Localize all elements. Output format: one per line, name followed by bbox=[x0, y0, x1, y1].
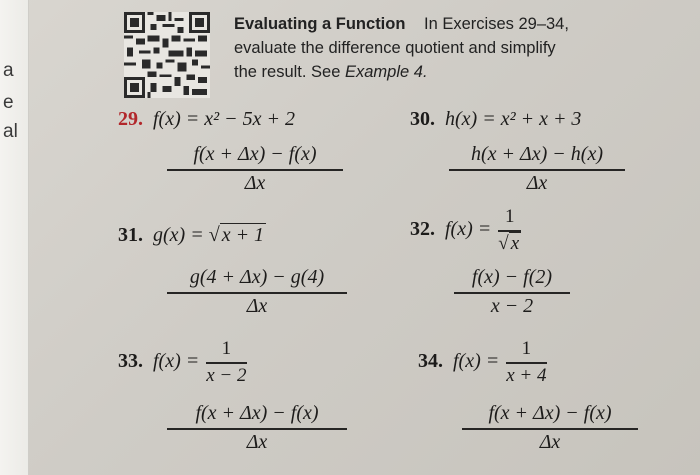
difference-quotient bbox=[167, 266, 347, 318]
quotient-denominator: Δx bbox=[539, 430, 561, 453]
problem-number: 34. bbox=[418, 349, 443, 372]
quotient-numerator: f(x) − f(2) bbox=[471, 266, 553, 288]
example-reference: Example 4. bbox=[344, 63, 428, 81]
margin-char: a bbox=[3, 60, 14, 81]
left-page-margin bbox=[0, 0, 29, 475]
quotient-numerator: f(x + Δx) − f(x) bbox=[488, 402, 612, 424]
quotient-denominator: Δx bbox=[526, 171, 548, 194]
quotient-denominator: Δx bbox=[244, 171, 266, 194]
function-lhs: f(x) = bbox=[153, 349, 205, 372]
function-lhs: f(x) = bbox=[453, 349, 505, 372]
quotient-numerator: f(x + Δx) − f(x) bbox=[195, 402, 319, 424]
function-definition: f(x) = x² − 5x + 2 bbox=[153, 108, 295, 130]
header-line3: the result. See bbox=[234, 63, 345, 81]
difference-quotient bbox=[462, 402, 638, 454]
quotient-denominator: x − 2 bbox=[490, 294, 534, 317]
fraction-denominator: x − 2 bbox=[206, 364, 247, 386]
fraction-numerator: 1 bbox=[521, 338, 532, 359]
function-lhs: f(x) = bbox=[445, 217, 497, 240]
quotient-denominator: Δx bbox=[246, 430, 268, 453]
radicand: x bbox=[510, 232, 520, 254]
problem-number: 32. bbox=[410, 217, 435, 240]
square-root: √ x + 1 bbox=[208, 224, 265, 246]
problem-number: 29. bbox=[118, 108, 143, 130]
function-definition: h(x) = x² + x + 3 bbox=[445, 108, 582, 130]
qr-code-icon bbox=[124, 12, 210, 98]
fraction-denominator: x + 4 bbox=[506, 364, 547, 386]
quotient-denominator: Δx bbox=[246, 294, 268, 317]
problem-number: 31. bbox=[118, 224, 143, 246]
function-fraction: $\frac{1}{√ x}$ bbox=[498, 206, 520, 254]
margin-char: al bbox=[3, 121, 18, 142]
difference-quotient bbox=[454, 266, 570, 318]
difference-quotient bbox=[167, 143, 343, 195]
exercise-header bbox=[234, 12, 694, 84]
difference-quotient bbox=[449, 143, 625, 195]
fraction-numerator: 1 bbox=[504, 206, 515, 227]
radicand: x + 1 bbox=[221, 224, 265, 246]
quotient-numerator: f(x + Δx) − f(x) bbox=[193, 143, 317, 165]
margin-char: e bbox=[3, 92, 14, 113]
problem-number: 33. bbox=[118, 349, 143, 372]
function-fraction bbox=[506, 338, 546, 387]
fraction-numerator: 1 bbox=[221, 338, 232, 359]
section-title: Evaluating a Function bbox=[234, 15, 406, 33]
quotient-numerator: h(x + Δx) − h(x) bbox=[470, 143, 603, 165]
quotient-numerator: g(4 + Δx) − g(4) bbox=[189, 266, 325, 288]
function-fraction bbox=[206, 338, 246, 387]
header-line1: In Exercises 29–34, bbox=[424, 15, 569, 33]
header-line2: evaluate the difference quotient and simplify bbox=[234, 39, 556, 57]
difference-quotient bbox=[167, 402, 347, 454]
problem-number: 30. bbox=[410, 108, 435, 130]
function-lhs: g(x) = bbox=[153, 224, 209, 246]
